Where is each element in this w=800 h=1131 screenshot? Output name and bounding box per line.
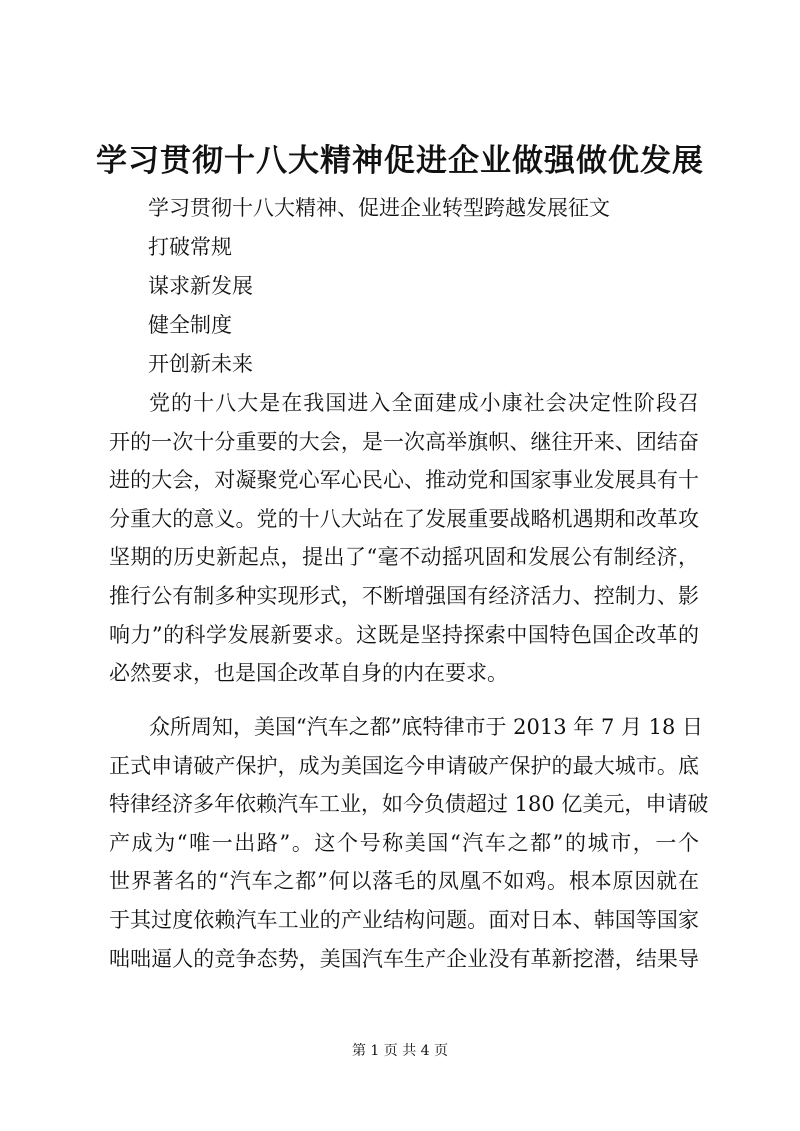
paragraph-line: 特律经济多年依赖汽车工业，如今负债超过 180 亿美元，申请破 [109, 792, 709, 817]
heading-line: 开创新未来 [148, 352, 253, 376]
paragraph-line: 必然要求，也是国企改革自身的内在要求。 [109, 661, 508, 686]
paragraph-line: 坚期的历史新起点，提出了“毫不动摇巩固和发展公有制经济， [109, 545, 699, 570]
heading-line: 谋求新发展 [148, 274, 253, 298]
paragraph-line: 正式申请破产保护，成为美国迄今申请破产保护的最大城市。底 [109, 753, 699, 778]
paragraph-line: 产成为“唯一出路”。这个号称美国“汽车之都”的城市，一个 [109, 830, 699, 855]
document-title: 学习贯彻十八大精神促进企业做强做优发展 [96, 143, 704, 179]
paragraph-line: 响力”的科学发展新要求。这既是坚持探索中国特色国企改革的 [109, 622, 699, 647]
paragraph [109, 708, 709, 978]
paragraph-line: 分重大的意义。党的十八大站在了发展重要战略机遇期和改革攻 [109, 506, 699, 531]
document-subtitle: 学习贯彻十八大精神、促进企业转型跨越发展征文 [148, 196, 610, 220]
paragraph-line: 世界著名的“汽车之都”何以落毛的凤凰不如鸡。根本原因就在 [109, 869, 699, 894]
heading-line: 健全制度 [148, 313, 232, 337]
paragraph-line: 众所周知，美国“汽车之都”底特律市于 2013 年 7 月 18 日 [149, 715, 704, 739]
paragraph-line: 党的十八大是在我国进入全面建成小康社会决定性阶段召 [149, 391, 699, 415]
paragraph-line: 进的大会，对凝聚党心军心民心、推动党和国家事业发展具有十 [109, 468, 699, 493]
paragraph-line: 开的一次十分重要的大会，是一次高举旗帜、继往开来、团结奋 [109, 429, 699, 454]
paragraph [109, 384, 699, 693]
page-footer: 第 1 页 共 4 页 [351, 1043, 449, 1059]
heading-line: 打破常规 [148, 235, 232, 259]
paragraph-line: 于其过度依赖汽车工业的产业结构问题。面对日本、韩国等国家 [109, 907, 699, 932]
paragraph-line: 推行公有制多种实现形式，不断增强国有经济活力、控制力、影 [109, 583, 699, 608]
paragraph-line: 咄咄逼人的竞争态势，美国汽车生产企业没有革新挖潜，结果导 [109, 946, 699, 971]
